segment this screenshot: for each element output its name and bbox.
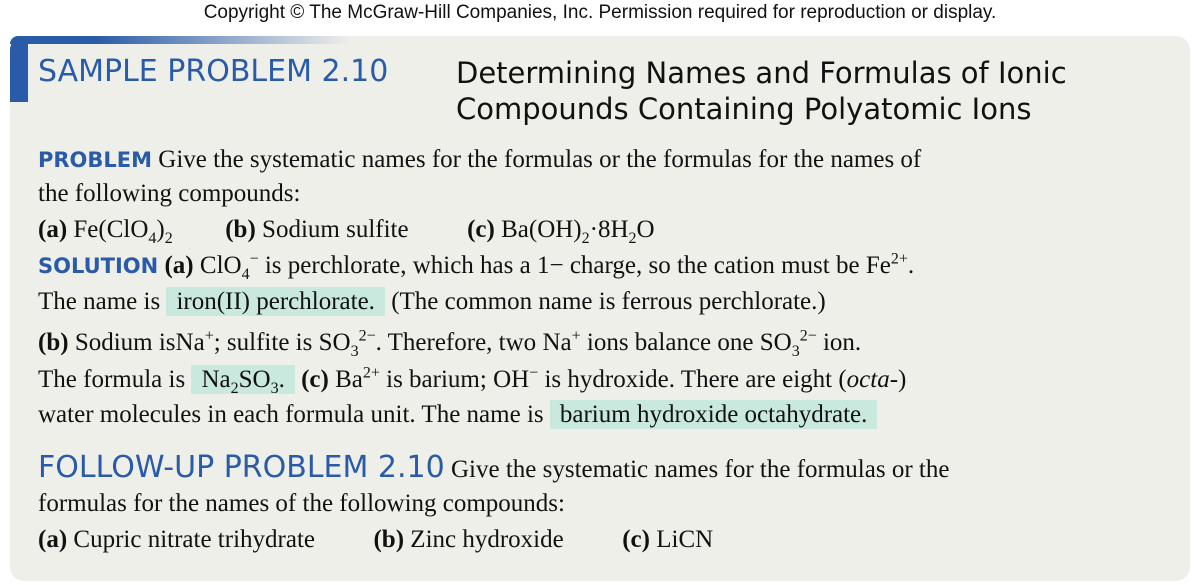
solution-line5: [38, 397, 1168, 433]
solution-line4-c: ): [898, 366, 907, 393]
follow-up-b-label: (b): [373, 526, 405, 553]
part-b-text: Sodium sulfite: [262, 216, 409, 243]
problem-text-line2: the following compounds:: [38, 180, 301, 207]
follow-up-a-label: (a): [38, 526, 68, 553]
iron-ion: $Fe^{2+}$.: [865, 250, 915, 279]
answer-c-highlight: barium hydroxide octahydrate.: [550, 400, 878, 429]
solution-line4-b: is hydroxide. There are eight (: [544, 366, 847, 393]
answer-b-highlight: $Na_2SO_3$.: [191, 365, 294, 394]
solution-a-label: (a): [164, 252, 194, 279]
part-c-formula: $Ba(OH)_2\cdot 8H_2O$: [501, 216, 655, 247]
solution-keyword: SOLUTION: [38, 254, 159, 278]
sulfite-ion: $SO_3^{2-}$: [318, 327, 376, 360]
solution-line3: [38, 325, 1168, 361]
solution-line4-a: is barium;: [386, 366, 487, 393]
problem-keyword: PROBLEM: [38, 148, 153, 172]
sodium-ion-2: Na+: [542, 327, 581, 356]
sample-problem-title-line2: Compounds Containing Polyatomic Ions: [456, 92, 1032, 126]
follow-up-line2: [38, 486, 1168, 522]
solution-b-label: (b): [38, 329, 69, 356]
follow-up-b-text: Zinc hydroxide: [410, 526, 564, 553]
follow-up-text-line2: formulas for the names of the following compounds:: [38, 490, 565, 517]
solution-line4: [38, 362, 1168, 398]
perchlorate-ion: ClO$_4$−: [199, 250, 259, 283]
copyright-notice: Copyright © The McGraw-Hill Companies, Inc. Permission required for reproduction or display.: [203, 2, 997, 23]
part-a-formula: $Fe(ClO_4)_2$: [73, 216, 173, 247]
part-b-label: (b): [225, 216, 256, 243]
solution-line5-pre: water molecules in each formula unit. The name is: [38, 401, 544, 428]
barium-ion: $Ba^{2+}$: [335, 364, 380, 393]
follow-up-line1: [38, 450, 1168, 488]
answer-a-highlight: iron(II) perchlorate.: [166, 287, 385, 316]
panel-accent-tab: [10, 36, 28, 102]
follow-up-text-line1: Give the systematic names for the formulas or the: [450, 456, 950, 483]
sample-problem-title-line1: Determining Names and Formulas of Ionic: [456, 56, 1067, 90]
solution-line1-text: is perchlorate, which has a 1− charge, so the cation must be: [264, 252, 860, 279]
follow-up-a-text: Cupric nitrate trihydrate: [73, 526, 315, 553]
solution-line3-d: ions balance one: [586, 329, 754, 356]
solution-line3-b: ; sulfite is: [213, 329, 313, 356]
solution-c-label: (c): [301, 366, 329, 393]
sulfite-ion-2: $SO_3^{2-}$: [759, 327, 817, 360]
solution-line3-a: Sodium is: [74, 329, 176, 356]
part-a-label: (a): [38, 216, 68, 243]
solution-line4-pre: The formula is: [38, 366, 186, 393]
panel-accent-bar: [10, 36, 350, 44]
solution-line2-pre: The name is: [38, 288, 161, 315]
problem-parts: [38, 212, 1168, 248]
follow-up-label: FOLLOW-UP PROBLEM 2.10: [38, 450, 445, 485]
part-c-label: (c): [467, 216, 495, 243]
problem-line1: [38, 142, 1168, 178]
sample-problem-label: SAMPLE PROBLEM 2.10: [38, 54, 389, 89]
problem-text-line1: Give the systematic names for the formulas or the formulas for the names of: [158, 146, 922, 173]
solution-line2: [38, 284, 1168, 320]
follow-up-c-text: LiCN: [656, 526, 714, 553]
follow-up-parts: [38, 522, 1168, 558]
solution-line1: [38, 248, 1168, 284]
solution-line3-e: ion.: [822, 329, 862, 356]
follow-up-c-label: (c): [622, 526, 650, 553]
solution-line2-post: (The common name is ferrous perchlorate.): [391, 288, 826, 315]
solution-line3-c: . Therefore, two: [375, 329, 537, 356]
octa-term: octa-: [846, 366, 899, 393]
problem-line2: [38, 176, 1168, 212]
sodium-ion: Na+: [175, 327, 214, 356]
hydroxide-ion: OH−: [493, 364, 539, 393]
